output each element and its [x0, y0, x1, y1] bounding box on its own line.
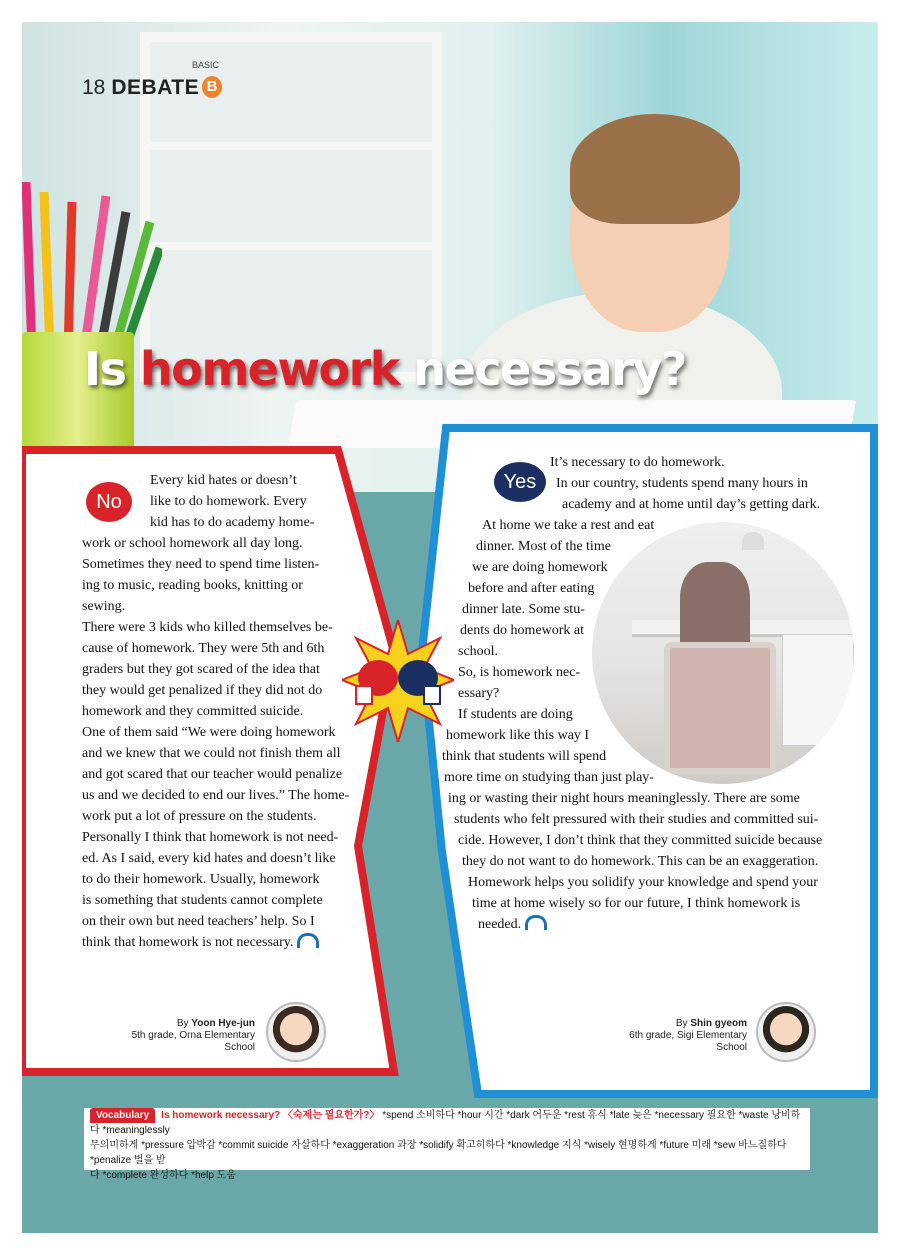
no-line: kid has to do academy home-	[150, 515, 315, 530]
yes-byline	[597, 1018, 747, 1054]
page-header	[82, 76, 199, 100]
basic-badge	[190, 60, 226, 102]
yes-line: dinner. Most of the time	[476, 539, 611, 554]
yes-argument-text	[442, 452, 842, 935]
headline	[84, 342, 686, 396]
yes-line: ing or wasting their night hours meaninglessly. There are some	[448, 791, 800, 806]
yes-line: students who felt pressured with their studies and committed sui-	[454, 812, 819, 827]
no-line: is something that students cannot complete	[82, 893, 323, 908]
no-line: cause of homework. They were 5th and 6th	[82, 641, 325, 656]
vocabulary-tag: Vocabulary	[90, 1108, 155, 1123]
yes-line: academy and at home until day’s getting dark.	[562, 497, 821, 512]
headline-highlight: homework	[140, 342, 399, 396]
yes-line: time at home wisely so for our future, I think homework is	[472, 896, 801, 911]
boy-hair	[570, 114, 740, 224]
author-avatar	[266, 1002, 326, 1062]
yes-line: In our country, students spend many hours in	[556, 476, 808, 491]
no-line	[82, 932, 374, 953]
page-number: 18	[82, 76, 106, 99]
section-title: DEBATE	[111, 76, 200, 99]
basic-badge-label: BASIC	[192, 60, 220, 70]
no-line: graders but they got scared of the idea that	[82, 662, 320, 677]
no-line: Personally I think that homework is not need-	[82, 830, 339, 845]
no-line: on their own but need teachers’ help. So I	[82, 914, 315, 929]
no-badge: No	[86, 482, 132, 522]
headline-part2: necessary?	[398, 342, 686, 396]
no-line: and got scared that our teacher would penalize	[82, 767, 343, 782]
no-line: to do their homework. Usually, homework	[82, 872, 320, 887]
headline-part1: Is	[84, 342, 141, 396]
yes-line: At home we take a rest and eat	[482, 518, 655, 533]
yes-line: school.	[458, 644, 499, 659]
no-byline	[110, 1018, 255, 1054]
no-line: they would get penalized if they did not do	[82, 683, 323, 698]
author-avatar	[756, 1002, 816, 1062]
magazine-page	[22, 22, 878, 1233]
vocab-line	[90, 1108, 804, 1138]
yes-line: cide. However, I don’t think that they committed suicide because	[458, 833, 823, 848]
yes-line: they do not want to do homework. This can be an exaggeration.	[462, 854, 819, 869]
yes-line: dents do homework at	[460, 623, 585, 638]
no-line: like to do homework. Every	[150, 494, 307, 509]
headphones-icon[interactable]	[297, 933, 319, 948]
no-line: One of them said “We were doing homework	[82, 725, 336, 740]
no-line: work or school homework all day long.	[82, 536, 303, 551]
no-line: Every kid hates or doesn’t	[150, 473, 297, 488]
author-name: Shin gyeom	[690, 1018, 747, 1029]
yes-line-text: needed.	[478, 917, 522, 932]
yes-line: homework like this way I	[446, 728, 590, 743]
no-line: Sometimes they need to spend time listen-	[82, 557, 320, 572]
author-affiliation: 5th grade, Orna Elementary School	[131, 1030, 255, 1053]
vocabulary-box	[84, 1108, 810, 1181]
basic-badge-letter: B	[202, 76, 222, 98]
vocab-line: 무의미하게 *pressure 압박감 *commit suicide 자살하다 *exaggeration 과장 *solidify 확고히하다 *knowledge 지식 *wisely 현명하게 *future 미래 *sew 바느질하다 *penalize 벌을 받	[90, 1140, 787, 1166]
no-line: There were 3 kids who killed themselves be-	[82, 620, 333, 635]
yes-line: think that students will spend	[442, 749, 607, 764]
no-line: and we knew that we could not finish them all	[82, 746, 341, 761]
no-argument-text	[82, 470, 374, 953]
yes-line: So, is homework nec-	[458, 665, 581, 680]
yes-line: more time on studying than just play-	[444, 770, 654, 785]
yes-line: If students are doing	[458, 707, 573, 722]
yes-line: essary?	[458, 686, 500, 701]
no-line: ed. As I said, every kid hates and doesn’t like	[82, 851, 336, 866]
yes-badge: Yes	[494, 462, 546, 502]
byline-prefix: By	[675, 1018, 688, 1029]
no-line: us and we decided to end our lives.” The home-	[82, 788, 350, 803]
yes-line: dinner late. Some stu-	[462, 602, 585, 617]
yes-line: It’s necessary to do homework.	[550, 455, 725, 470]
yes-line	[442, 914, 842, 935]
headphones-icon[interactable]	[525, 915, 547, 930]
no-line: homework and they committed suicide.	[82, 704, 304, 719]
vocab-terms: *spend 소비하다 *hour 시간 *dark 어두운 *rest 휴식 *late 늦은 *necessary 필요한 *waste 낭비하다 *meaninglessly	[90, 1110, 801, 1136]
byline-prefix: By	[176, 1018, 189, 1029]
no-line: ing to music, reading books, knitting or	[82, 578, 303, 593]
no-line: sewing.	[82, 599, 126, 614]
author-name: Yoon Hye-jun	[191, 1018, 255, 1029]
vocab-line: 다 *complete 완성하다 *help 도움	[90, 1170, 236, 1181]
yes-line: before and after eating	[468, 581, 595, 596]
yes-line: Homework helps you solidify your knowledge and spend your	[468, 875, 818, 890]
author-affiliation: 6th grade, Sigi Elementary School	[629, 1030, 747, 1053]
no-line-text: think that homework is not necessary.	[82, 935, 294, 950]
yes-line: we are doing homework	[472, 560, 608, 575]
vocabulary-title: Is homework necessary? 〈숙제는 필요한가?〉	[161, 1110, 380, 1121]
no-line: work put a lot of pressure on the students.	[82, 809, 317, 824]
